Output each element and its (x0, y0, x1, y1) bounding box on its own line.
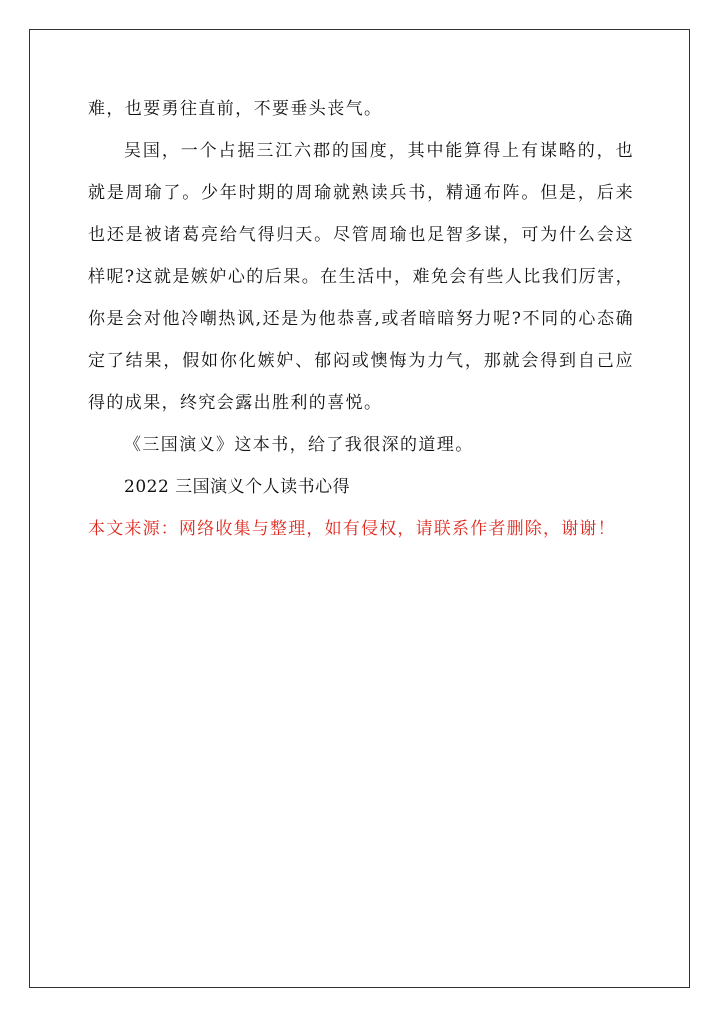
document-body (88, 88, 634, 550)
paragraph-zhou-yu: 吴国，一个占据三江六郡的国度，其中能算得上有谋略的，也就是周瑜了。少年时期的周瑜就熟读兵书，精通布阵。但是，后来也还是被诸葛亮给气得归天。尽管周瑜也足智多谋，可为什么会这样呢?这就是嫉妒心的后果。在生活中，难免会有些人比我们厉害，你是会对他冷嘲热讽,还是为他恭喜,或者暗暗努力呢?不同的心态确定了结果，假如你化嫉妒、郁闷或懊悔为力气，那就会得到自己应得的成果，终究会露出胜利的喜悦。 (88, 141, 634, 413)
document-title-line: 2022 三国演义个人读书心得 (124, 477, 351, 497)
paragraph-continuation: 难，也要勇往直前，不要垂头丧气。 (88, 99, 383, 119)
paragraph-conclusion: 《三国演义》这本书，给了我很深的道理。 (124, 435, 474, 455)
source-disclaimer: 本文来源：网络收集与整理，如有侵权，请联系作者删除，谢谢！ (88, 519, 616, 539)
